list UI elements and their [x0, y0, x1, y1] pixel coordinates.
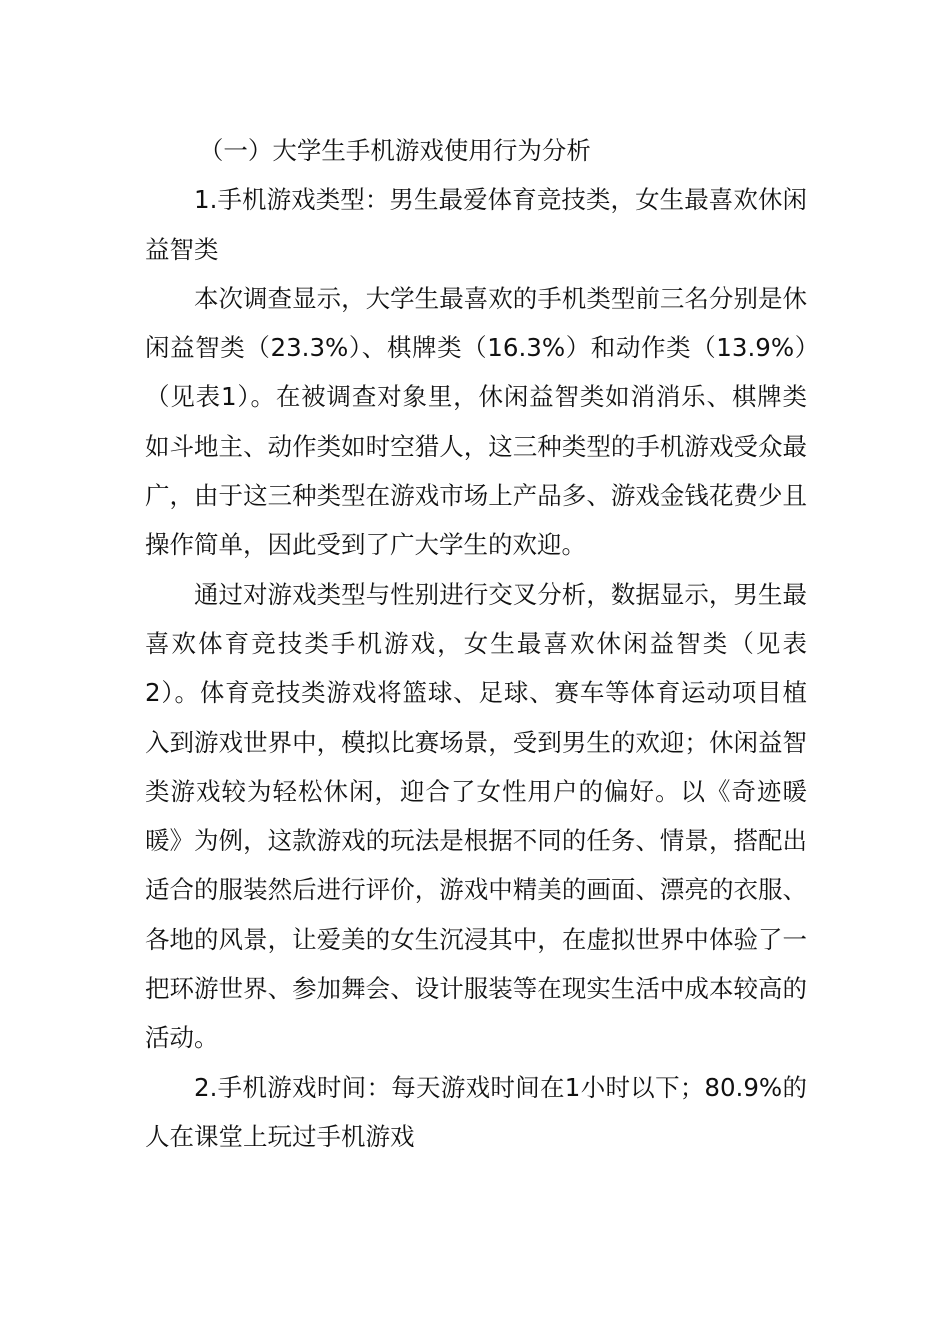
document-body	[145, 126, 807, 1161]
sub-heading-game-types: 1.手机游戏类型：男生最爱体育竞技类，女生最喜欢休闲益智类	[145, 185, 807, 264]
paragraph-survey-results: 本次调查显示，大学生最喜欢的手机类型前三名分别是休闲益智类（23.3%）、棋牌类（16.3%）和动作类（13.9%）（见表1）。在被调查对象里，休闲益智类如消消乐、棋牌类如斗地主、动作类如时空猎人，这三种类型的手机游戏受众最广，由于这三种类型在游戏市场上产品多、游戏金钱花费少且操作简单，因此受到了广大学生的欢迎。	[145, 283, 807, 560]
paragraph-gender-analysis: 通过对游戏类型与性别进行交叉分析，数据显示，男生最喜欢体育竞技类手机游戏，女生最喜欢休闲益智类（见表2）。体育竞技类游戏将篮球、足球、赛车等体育运动项目植入到游戏世界中，模拟比赛场景，受到男生的欢迎；休闲益智类游戏较为轻松休闲，迎合了女性用户的偏好。以《奇迹暖暖》为例，这款游戏的玩法是根据不同的任务、情景，搭配出适合的服装然后进行评价，游戏中精美的画面、漂亮的衣服、各地的风景，让爱美的女生沉浸其中，在虚拟世界中体验了一把环游世界、参加舞会、设计服装等在现实生活中成本较高的活动。	[145, 579, 807, 1053]
sub-heading-game-time: 2.手机游戏时间：每天游戏时间在1小时以下；80.9%的人在课堂上玩过手机游戏	[145, 1072, 807, 1151]
section-heading: （一）大学生手机游戏使用行为分析	[198, 136, 591, 165]
